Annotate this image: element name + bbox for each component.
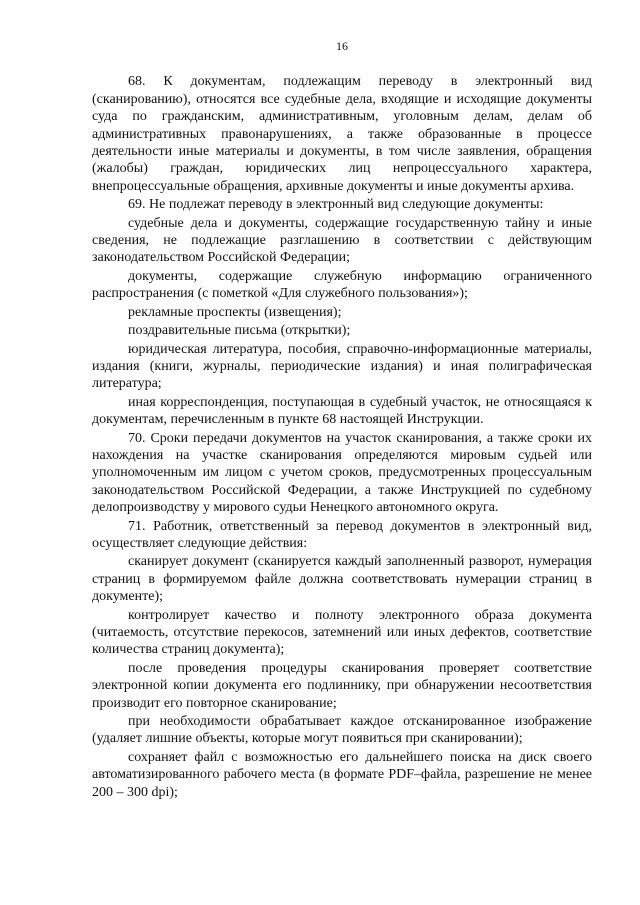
- paragraph-71-item-verify: после проведения процедуры сканирования проверяет соответствие электронной копии документа его подлиннику, при обнаружении несоответствия производит его повторное сканирование;: [92, 660, 592, 711]
- paragraph-69-item-correspondence: иная корреспонденция, поступающая в судебный участок, не относящаяся к документам, перечисленным в пункте 68 настоящей Инструкции.: [92, 394, 592, 428]
- paragraph-71-item-scan: сканирует документ (сканируется каждый заполненный разворот, нумерация страниц в формируемом файле должна соответствовать нумерации страниц в документе);: [92, 554, 592, 605]
- paragraph-69-item-state-secret: судебные дела и документы, содержащие государственную тайну и иные сведения, не подлежащие разглашению в соответствии с действующим законодательством Российской Федерации;: [92, 215, 592, 266]
- paragraph-71-item-process: при необходимости обрабатывает каждое отсканированное изображение (удаляет лишние объекты, которые могут появиться при сканировании);: [92, 714, 592, 747]
- paragraph-70: 70. Сроки передачи документов на участок сканирования, а также сроки их нахождения на участке сканирования определяются мировым судьей или уполномоченным им лицом с учетом сроков, предусмотренных процессуальным законодательством Российской Федерации, а также Инструкцией по судебному делопроизводству у мирового судьи Ненецкого автономного округа.: [92, 430, 592, 516]
- paragraph-69-item-literature: юридическая литература, пособия, справочно-информационные материалы, издания (книги, журналы, периодические издания) и иная полиграфическая литература;: [92, 341, 592, 392]
- document-body: [92, 73, 592, 801]
- paragraph-71-item-save: сохраняет файл с возможностью его дальнейшего поиска на диск своего автоматизированного рабочего места (в формате PDF–файла, разрешение не менее 200 – 300 dpi);: [92, 749, 592, 800]
- paragraph-69-item-dsp: документы, содержащие служебную информацию ограниченного распространения (с пометкой «Для служебного пользования»);: [92, 268, 592, 302]
- paragraph-69-item-ads: рекламные проспекты (извещения);: [128, 304, 342, 320]
- paragraph-71-item-quality: контролирует качество и полноту электронного образа документа (читаемость, отсутствие перекосов, затемнений или иных дефектов, соответствие количества страниц документа);: [92, 607, 592, 658]
- paragraph-68: 68. К документам, подлежащим переводу в электронный вид (сканированию), относятся все судебные дела, входящие и исходящие документы суда по гражданским, административным, уголовным делам, делам об административных правонарушениях, а также образованные в процессе деятельности иные материалы и документы, в том числе заявления, обращения (жалобы) граждан, юридических лиц непроцессуального характера, внепроцессуальные обращения, архивные документы и иные документы архива.: [92, 74, 592, 194]
- paragraph-69-item-greetings: поздравительные письма (открытки);: [128, 323, 351, 339]
- paragraph-69: 69. Не подлежат переводу в электронный вид следующие документы:: [128, 197, 544, 213]
- paragraph-71: 71. Работник, ответственный за перевод документов в электронный вид, осуществляет следующие действия:: [92, 518, 592, 551]
- page-number: 16: [336, 39, 348, 53]
